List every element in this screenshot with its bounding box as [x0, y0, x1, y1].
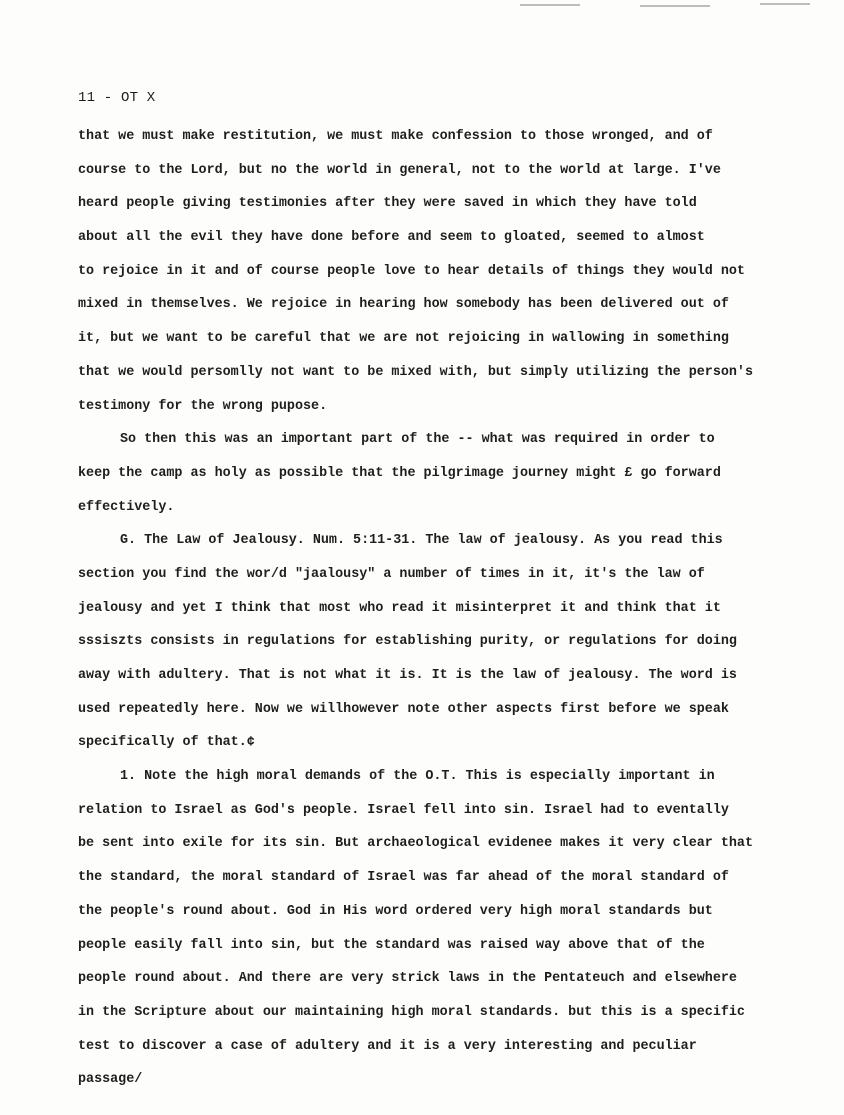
scan-mark: [640, 5, 710, 7]
text-line: it, but we want to be careful that we are not rejoicing in wallowing in something: [78, 331, 729, 347]
text-line: in the Scripture about our maintaining high moral standards. but this is a specific: [78, 1004, 745, 1020]
text-line: jealousy and yet I think that most who read it misinterpret it and think that it: [78, 600, 721, 616]
text-line: used repeatedly here. Now we willhowever note other aspects first before we speak: [78, 701, 729, 717]
text-line: the standard, the moral standard of Israel was far ahead of the moral standard of: [78, 870, 729, 886]
paragraph-start-line: So then this was an important part of the -- what was required in order to: [120, 432, 715, 448]
text-line: away with adultery. That is not what it is. It is the law of jealousy. The word is: [78, 668, 737, 683]
text-line: people easily fall into sin, but the standard was raised way above that of the: [78, 937, 705, 953]
text-line: sssiszts consists in regulations for establishing purity, or regulations for doing: [78, 634, 737, 650]
text-line: the people's round about. God in His word ordered very high moral standards but: [78, 903, 713, 919]
body-text: [78, 120, 798, 1097]
text-line: specifically of that.¢: [78, 735, 255, 751]
text-line: relation to Israel as God's people. Israel fell into sin. Israel had to eventally: [78, 802, 729, 818]
section-heading-line: G. The Law of Jealousy. Num. 5:11-31. The law of jealousy. As you read this: [120, 533, 723, 549]
paragraph-start-line: 1. Note the high moral demands of the O.T. This is especially important in: [120, 769, 715, 785]
scan-mark: [760, 3, 810, 5]
text-line: that we must make restitution, we must make confession to those wronged, and of: [78, 129, 713, 144]
text-line: test to discover a case of adultery and it is a very interesting and peculiar: [78, 1038, 697, 1054]
text-line: heard people giving testimonies after they were saved in which they have told: [78, 196, 697, 212]
text-line: section you find the wor/d "jaalousy" a number of times in it, it's the law of: [78, 566, 705, 582]
text-line: people round about. And there are very strick laws in the Pentateuch and elsewhere: [78, 971, 737, 987]
text-line: effectively.: [78, 499, 175, 515]
text-line: passage/: [78, 1072, 143, 1088]
scan-mark: [520, 4, 580, 6]
text-line: testimony for the wrong pupose.: [78, 398, 328, 414]
text-line: keep the camp as holy as possible that the pilgrimage journey might £ go forward: [78, 465, 721, 481]
text-line: course to the Lord, but no the world in general, not to the world at large. I've: [78, 162, 721, 178]
text-line: to rejoice in it and of course people love to hear details of things they would not: [78, 263, 745, 279]
page-header: 11 - OT X: [78, 90, 156, 106]
text-line: be sent into exile for its sin. But archaeological evidenee makes it very clear that: [78, 836, 753, 852]
text-line: about all the evil they have done before and seem to gloated, seemed to almost: [78, 230, 705, 246]
text-line: mixed in themselves. We rejoice in hearing how somebody has been delivered out of: [78, 297, 729, 313]
text-line: that we would persomlly not want to be mixed with, but simply utilizing the person's: [78, 364, 753, 380]
